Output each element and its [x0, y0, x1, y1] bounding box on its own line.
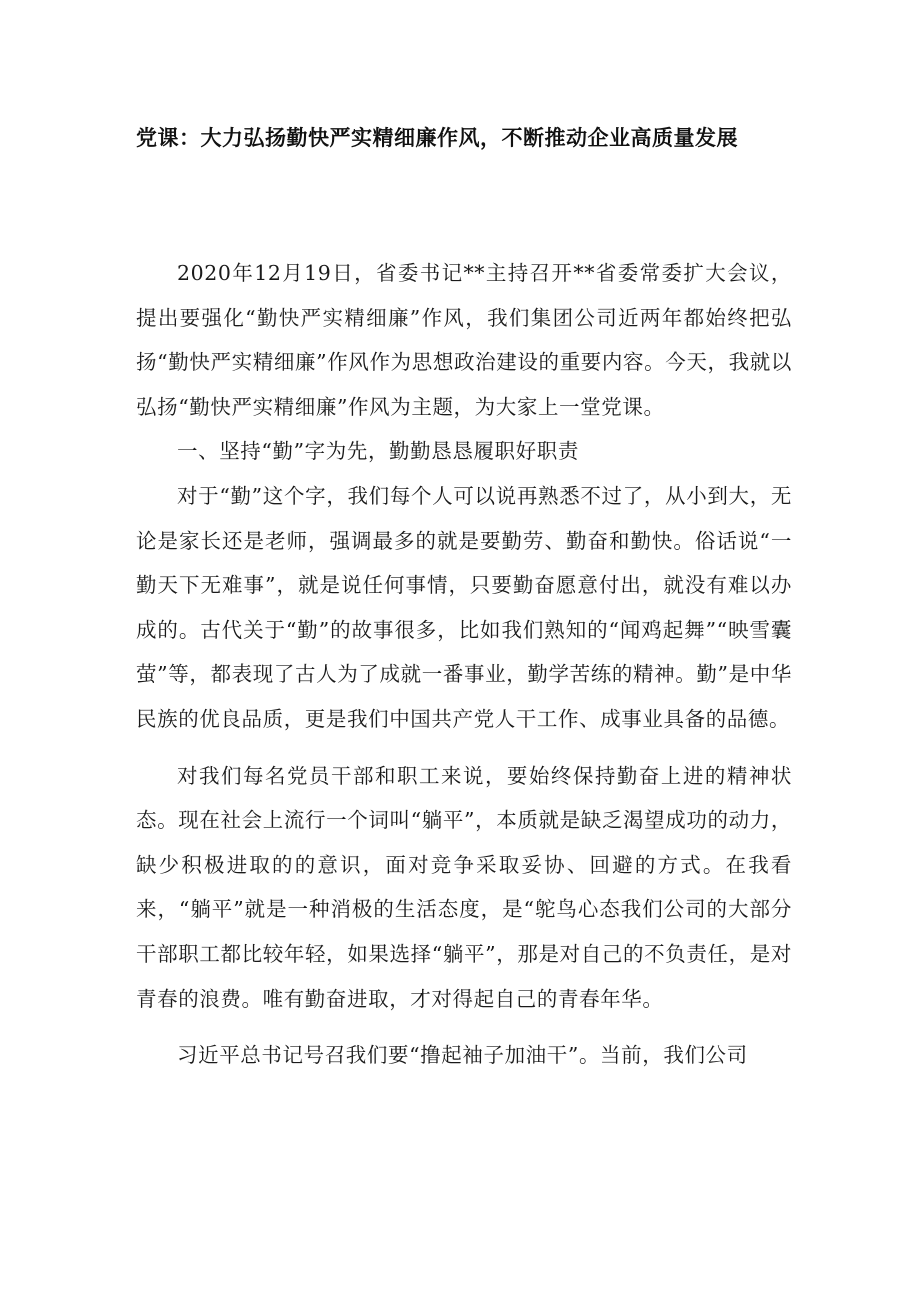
- document-body: [136, 251, 792, 1078]
- paragraph-qin-meaning: 对于“勤”这个字，我们每个人可以说再熟悉不过了，从小到大，无论是家长还是老师，强调最多的就是要勤劳、勤奋和勤快。俗话说“一勤天下无难事”，就是说任何事情，只要勤奋愿意付出，就没有难以办成的。古代关于“勤”的故事很多，比如我们熟知的“闻鸡起舞”“映雪囊萤”等，都表现了古人为了成就一番事业，勤学苦练的精神。勤”是中华民族的优良品质，更是我们中国共产党人干工作、成事业具备的品德。: [136, 483, 792, 731]
- paragraph-intro: 2020年12月19日，省委书记**主持召开**省委常委扩大会议，提出要强化“勤快严实精细廉”作风，我们集团公司近两年都始终把弘扬“勤快严实精细廉”作风作为思想政治建设的重要内容。今天，我就以弘扬“勤快严实精细廉”作风为主题，为大家上一堂党课。: [136, 261, 792, 419]
- paragraph-tangping: 对我们每名党员干部和职工来说，要始终保持勤奋上进的精神状态。现在社会上流行一个词叫“躺平”，本质就是缺乏渴望成功的动力，缺少积极进取的的意识，面对竞争采取妥协、回避的方式。在我看来，“躺平”就是一种消极的生活态度，是“鸵鸟心态我们公司的大部分干部职工都比较年轻，如果选择“躺平”，那是对自己的不负责任，是对青春的浪费。唯有勤奋进取，才对得起自己的青春年华。: [136, 763, 792, 1011]
- paragraph-xi-call: 习近平总书记号召我们要“撸起袖子加油干”。当前，我们公司: [177, 1043, 748, 1068]
- section-heading-1: 一、坚持“勤”字为先，勤勤恳恳履职好职责: [177, 439, 579, 464]
- document-title: 党课：大力弘扬勤快严实精细廉作风，不断推动企业高质量发展: [136, 126, 738, 150]
